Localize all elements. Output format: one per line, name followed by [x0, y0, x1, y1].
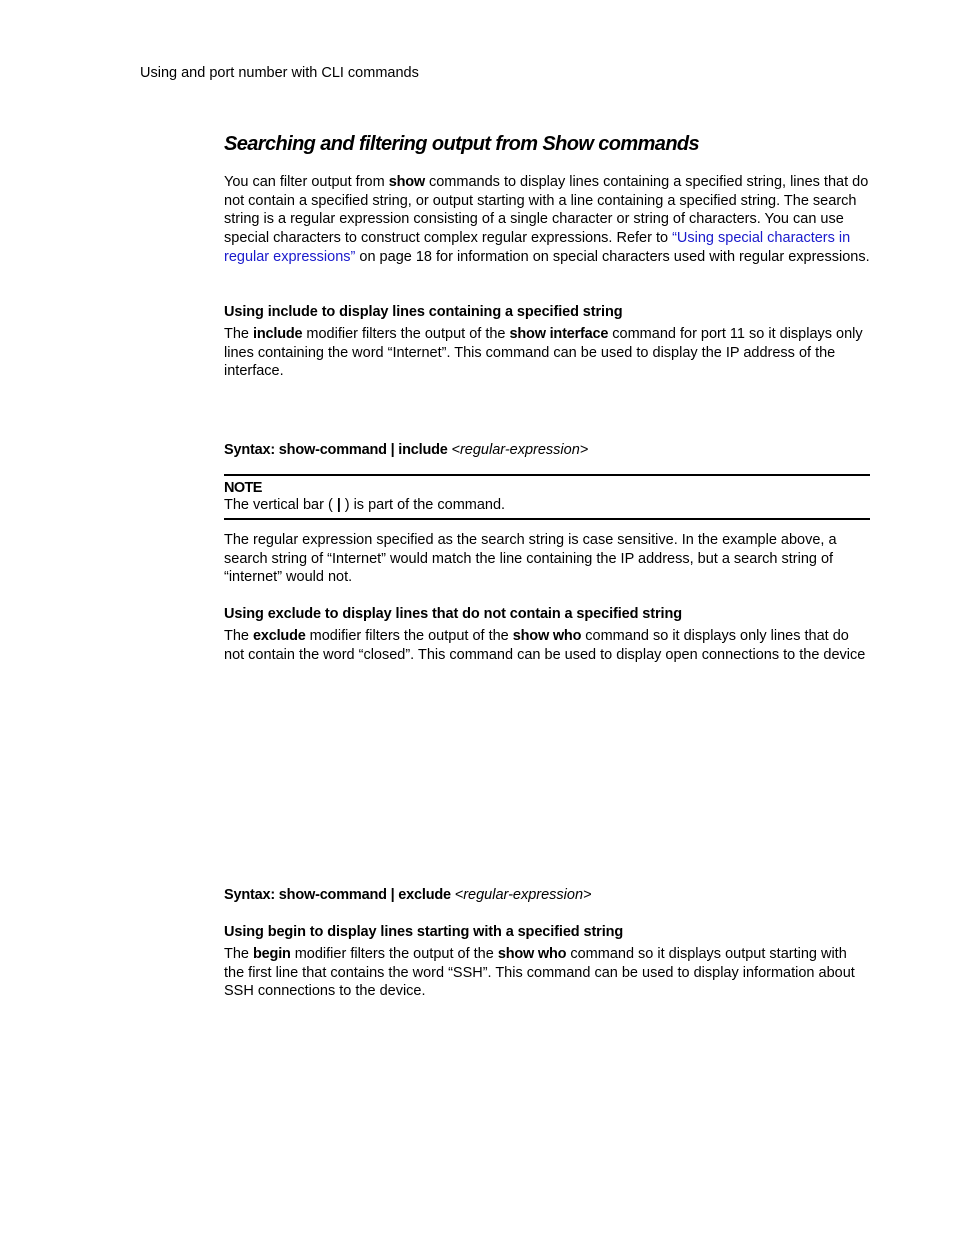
note-text	[224, 497, 505, 513]
include-keyword: include	[253, 326, 303, 342]
include-text-1: The	[224, 326, 254, 342]
begin-keyword: begin	[253, 946, 291, 962]
show-keyword: show	[388, 174, 425, 190]
running-head: Using and port number with CLI commands	[140, 65, 419, 81]
note-text-1: The vertical bar (	[224, 497, 337, 513]
exclude-text-3: command so it displays only lines that do not contain the word “closed”. This command can be used to display open connections to the device	[224, 628, 866, 663]
case-sensitivity-paragraph: The regular expression specified as the search string is case sensitive. In the example above, a search string of “Internet” would match the line containing the IP address, but a search string of “internet” would not.	[224, 532, 837, 586]
intro-paragraph	[224, 173, 870, 267]
exclude-text-1: The	[224, 628, 254, 644]
exclude-heading: Using exclude to display lines that do not contain a specified string	[224, 606, 682, 622]
begin-paragraph	[224, 945, 870, 1001]
intro-text-2: commands to display lines containing a specified string, lines that do not contain a specified string, or output starting with a line containing a specified string. The search string is a regular expression consisting of a single character or string of characters. You can use special characters to construct complex regular expressions. Refer to	[224, 174, 869, 247]
show-who-keyword: show who	[512, 628, 582, 644]
show-interface-keyword: show interface	[509, 326, 609, 342]
cross-reference-link[interactable]: “Using special characters in regular expressions”	[224, 230, 851, 265]
intro-text-3: on page 18 for information on special characters used with regular expressions.	[355, 248, 870, 265]
section-title: Searching and filtering output from Show commands	[224, 133, 700, 155]
begin-heading: Using begin to display lines starting with a specified string	[224, 924, 624, 940]
begin-text-3: command so it displays output starting with the first line that contains the word “SSH”. This command can be used to display information about SSH connections to the device.	[224, 946, 855, 1000]
note-text-2: ) is part of the command.	[340, 497, 506, 513]
exclude-text-2: modifier filters the output of the	[305, 628, 513, 644]
include-syntax	[224, 442, 588, 458]
begin-text-2: modifier filters the output of the	[290, 946, 498, 962]
begin-show-who-keyword: show who	[497, 946, 567, 962]
exclude-syntax-command: Syntax: show-command | exclude	[224, 887, 455, 903]
include-syntax-command: Syntax: show-command | include	[224, 442, 452, 458]
note-label: NOTE	[224, 480, 262, 496]
include-paragraph	[224, 325, 870, 381]
include-text-2: modifier filters the output of the	[302, 326, 510, 342]
begin-text-1: The	[224, 946, 254, 962]
exclude-keyword: exclude	[253, 628, 306, 644]
note-top-rule	[224, 474, 870, 476]
include-text-3: command for port 11 so it displays only lines containing the word “Internet”. This command can be used to display the IP address of the interface.	[224, 326, 863, 380]
intro-text-1: You can filter output from	[224, 174, 389, 190]
include-syntax-argument: <regular-expression>	[451, 442, 589, 458]
exclude-paragraph	[224, 627, 870, 664]
include-heading: Using include to display lines containing a specified string	[224, 304, 623, 320]
exclude-syntax-argument: <regular-expression>	[454, 887, 592, 903]
vertical-bar-symbol: |	[336, 497, 341, 513]
note-bottom-rule	[224, 518, 870, 520]
exclude-syntax	[224, 887, 592, 903]
